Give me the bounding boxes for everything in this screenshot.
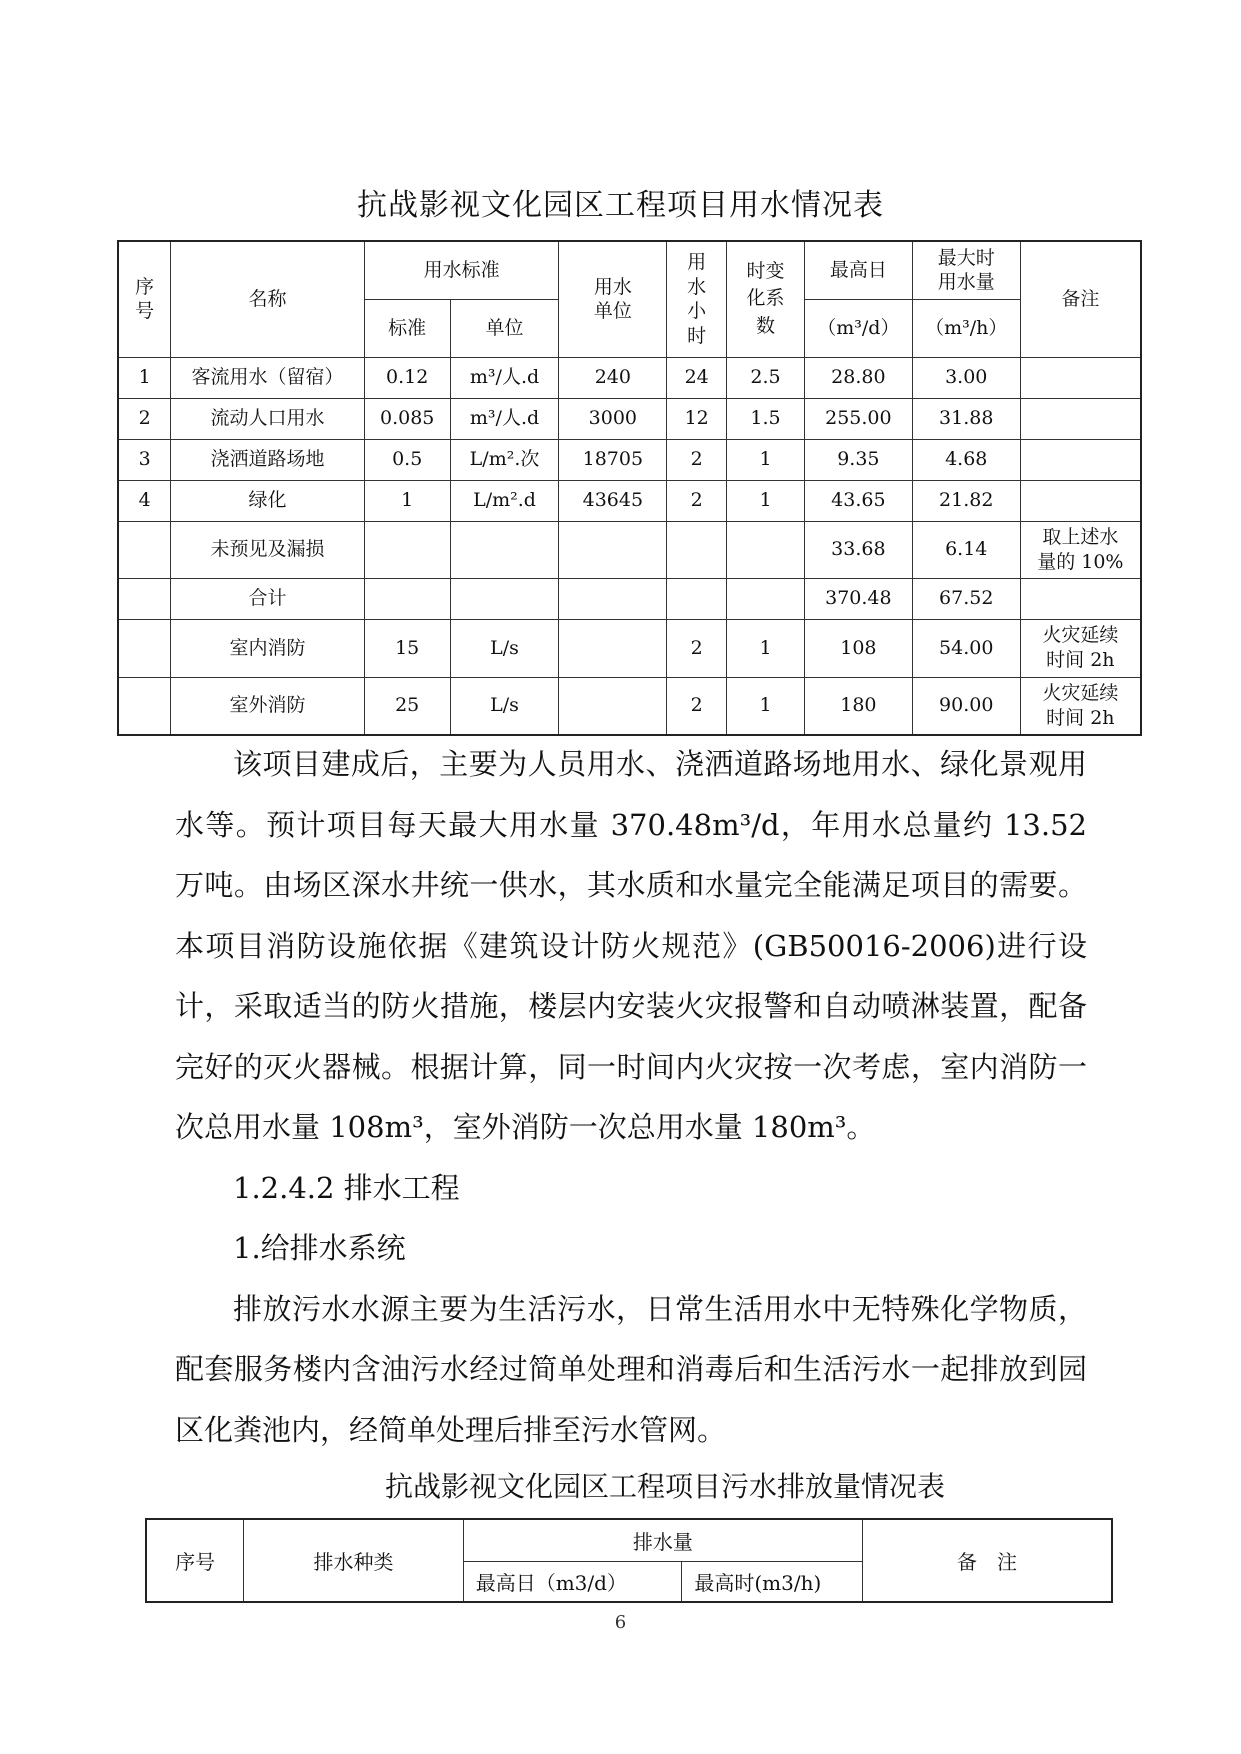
cell-coef: 1 [727,677,805,735]
table-row [118,619,1141,677]
cell-coef [727,578,805,619]
header-standard: 标准 [364,299,450,357]
cell-seq: 1 [118,357,171,398]
cell-hours: 12 [667,398,727,439]
cell-note: 取上述水 量的 10% [1020,521,1141,578]
cell-seq [118,521,171,578]
header-standard-group: 用水标准 [364,241,559,299]
cell-name: 绿化 [171,480,364,521]
cell-max-day: 180 [804,677,912,735]
header-note: 备 注 [863,1519,1112,1602]
cell-water-unit [559,521,667,578]
cell-water-unit: 240 [559,357,667,398]
cell-max-day: 255.00 [804,398,912,439]
cell-unit: L/m².d [450,480,559,521]
cell-name: 合计 [171,578,364,619]
cell-hours [667,578,727,619]
cell-max-hour: 31.88 [912,398,1020,439]
cell-name: 室外消防 [171,677,364,735]
cell-water-unit: 18705 [559,439,667,480]
header-max-day: 最高日（m3/d） [463,1561,682,1602]
header-max-hour: 最高时(m3/h) [682,1561,863,1602]
table-row [118,677,1141,735]
header-drain-type: 排水种类 [244,1519,463,1602]
cell-max-day: 108 [804,619,912,677]
cell-standard: 0.5 [364,439,450,480]
cell-coef [727,521,805,578]
body-text [175,734,1087,1460]
cell-coef: 1 [727,619,805,677]
cell-seq [118,677,171,735]
cell-unit: L/m².次 [450,439,559,480]
cell-unit: m³/人.d [450,398,559,439]
cell-note [1020,439,1141,480]
cell-note: 火灾延续 时间 2h [1020,619,1141,677]
cell-coef: 1 [727,480,805,521]
page-number: 6 [614,1612,627,1633]
cell-max-day: 370.48 [804,578,912,619]
header-drain-amount: 排水量 [463,1519,862,1561]
cell-name: 客流用水（留宿） [171,357,364,398]
cell-standard: 25 [364,677,450,735]
cell-note: 火灾延续 时间 2h [1020,677,1141,735]
cell-seq: 3 [118,439,171,480]
cell-hours: 2 [667,619,727,677]
header-max-hour-unit: （m³/h） [912,299,1020,357]
cell-name: 浇洒道路场地 [171,439,364,480]
water-usage-table [117,240,1142,736]
cell-coef: 2.5 [727,357,805,398]
sewage-discharge-table [145,1518,1113,1603]
cell-coef: 1 [727,439,805,480]
table-row [118,578,1141,619]
table-row [118,521,1141,578]
header-max-day-unit: （m³/d） [804,299,912,357]
cell-max-hour: 67.52 [912,578,1020,619]
cell-max-hour: 4.68 [912,439,1020,480]
cell-hours: 24 [667,357,727,398]
header-max-hour: 最大时 用水量 [912,241,1020,299]
cell-name: 流动人口用水 [171,398,364,439]
header-max-day: 最高日 [804,241,912,299]
cell-standard: 0.085 [364,398,450,439]
header-seq: 序 号 [118,241,171,357]
table1-title: 抗战影视文化园区工程项目用水情况表 [357,188,884,223]
cell-seq: 4 [118,480,171,521]
header-unit: 单位 [450,299,559,357]
cell-standard: 1 [364,480,450,521]
cell-note [1020,578,1141,619]
cell-seq [118,619,171,677]
cell-water-unit [559,619,667,677]
cell-note [1020,398,1141,439]
header-note: 备注 [1020,241,1141,357]
header-coef: 时变 化系 数 [727,241,805,357]
cell-standard: 15 [364,619,450,677]
cell-water-unit [559,578,667,619]
cell-hours: 2 [667,439,727,480]
cell-max-hour: 21.82 [912,480,1020,521]
cell-hours [667,521,727,578]
cell-water-unit: 3000 [559,398,667,439]
table-row [118,398,1141,439]
header-hours: 用 水 小 时 [667,241,727,357]
paragraph-water-usage: 该项目建成后，主要为人员用水、浇洒道路场地用水、绿化景观用水等。预计项目每天最大用水量 370.48m³/d，年用水总量约 13.52 万吨。由场区深水井统一供水，其水质和水量完全能满足项目的需要。本项目消防设施依据《建筑设计防火规范》(GB50016-2006)进行设计，采取适当的防火措施，楼层内安装火灾报警和自动喷淋装置，配备完好的灭火器械。根据计算，同一时间内火灾按一次考虑，室内消防一次总用水量 108m³，室外消防一次总用水量 180m³。 [175,747,1087,1144]
table-row [118,480,1141,521]
cell-note [1020,480,1141,521]
subsection-heading: 1.给排水系统 [233,1231,406,1265]
cell-max-day: 33.68 [804,521,912,578]
cell-hours: 2 [667,480,727,521]
section-heading: 1.2.4.2 排水工程 [233,1170,460,1205]
cell-unit [450,578,559,619]
cell-hours: 2 [667,677,727,735]
cell-water-unit [559,677,667,735]
cell-standard [364,521,450,578]
cell-standard: 0.12 [364,357,450,398]
cell-coef: 1.5 [727,398,805,439]
cell-unit: m³/人.d [450,357,559,398]
cell-name: 未预见及漏损 [171,521,364,578]
cell-name: 室内消防 [171,619,364,677]
cell-water-unit: 43645 [559,480,667,521]
cell-max-day: 43.65 [804,480,912,521]
cell-max-day: 28.80 [804,357,912,398]
cell-max-hour: 90.00 [912,677,1020,735]
header-seq: 序号 [146,1519,244,1602]
cell-max-day: 9.35 [804,439,912,480]
cell-max-hour: 3.00 [912,357,1020,398]
header-water-unit: 用水 单位 [559,241,667,357]
cell-unit [450,521,559,578]
header-name: 名称 [171,241,364,357]
cell-seq [118,578,171,619]
paragraph-drainage: 排放污水水源主要为生活污水，日常生活用水中无特殊化学物质，配套服务楼内含油污水经过简单处理和消毒后和生活污水一起排放到园区化粪池内，经简单处理后排至污水管网。 [175,1291,1087,1447]
cell-standard [364,578,450,619]
cell-seq: 2 [118,398,171,439]
cell-max-hour: 6.14 [912,521,1020,578]
table-row [118,439,1141,480]
cell-max-hour: 54.00 [912,619,1020,677]
table2-title: 抗战影视文化园区工程项目污水排放量情况表 [384,1470,945,1503]
cell-note [1020,357,1141,398]
table-row [118,357,1141,398]
cell-unit: L/s [450,619,559,677]
cell-unit: L/s [450,677,559,735]
